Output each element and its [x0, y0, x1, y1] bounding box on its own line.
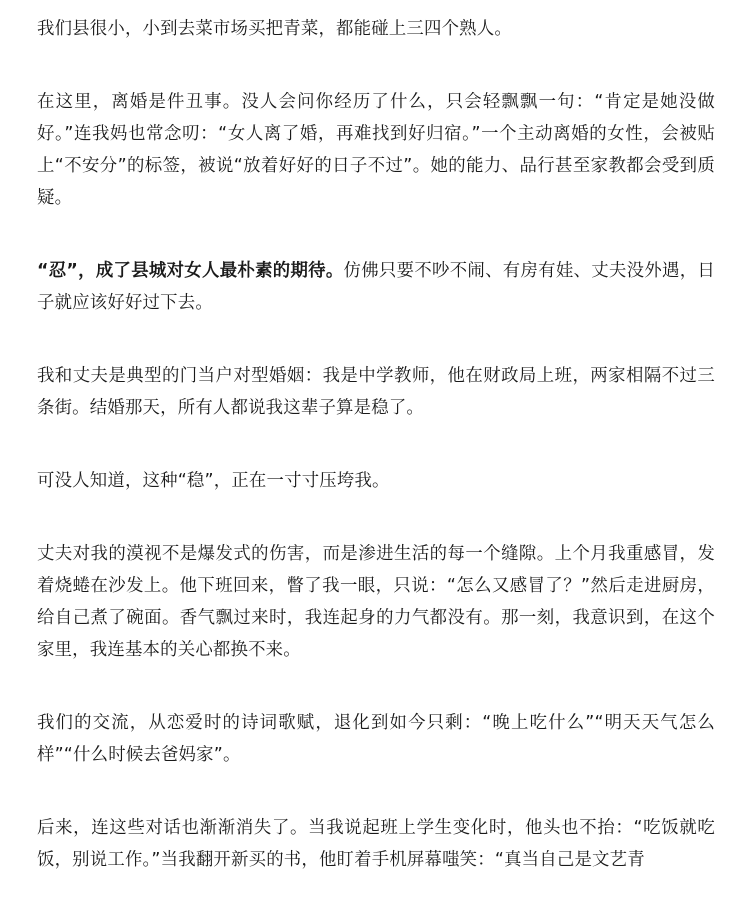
- article-body: [37, 13, 715, 917]
- paragraph-8: 后来，连这些对话也渐渐消失了。当我说起班上学生变化时，他头也不抬：“吃饭就吃饭，别说工作。”当我翻开新买的书，他盯着手机屏幕嗤笑：“真当自己是文艺青: [37, 818, 715, 870]
- paragraph-1: 我们县很小，小到去菜市场买把青菜，都能碰上三四个熟人。: [37, 19, 512, 39]
- paragraph-3-text: 仿佛只要不吵不闹、有房有娃、丈夫没外遇，日子就应该好好过下去。: [37, 261, 715, 313]
- paragraph-3-bold-lead: “忍”，成了县城对女人最朴素的期待。: [37, 261, 344, 281]
- paragraph-2: 在这里，离婚是件丑事。没人会问你经历了什么，只会轻飘飘一句：“肯定是她没做好。”连我妈也常念叨：“女人离了婚，再难找到好归宿。”一个主动离婚的女性，会被贴上“不安分”的标签，被说“放着好好的日子不过”。她的能力、品行甚至家教都会受到质疑。: [37, 92, 715, 208]
- paragraph-3: [37, 255, 715, 319]
- paragraph-5: 可没人知道，这种“稳”，正在一寸寸压垮我。: [37, 471, 390, 491]
- paragraph-4: 我和丈夫是典型的门当户对型婚姻：我是中学教师，他在财政局上班，两家相隔不过三条街。结婚那天，所有人都说我这辈子算是稳了。: [37, 366, 715, 418]
- paragraph-6: 丈夫对我的漠视不是爆发式的伤害，而是渗进生活的每一个缝隙。上个月我重感冒，发着烧蜷在沙发上。他下班回来，瞥了我一眼，只说：“怎么又感冒了？”然后走进厨房，给自己煮了碗面。香气飘过来时，我连起身的力气都没有。那一刻，我意识到，在这个家里，我连基本的关心都换不来。: [37, 544, 715, 660]
- paragraph-7: 我们的交流，从恋爱时的诗词歌赋，退化到如今只剩：“晚上吃什么”“明天天气怎么样”“什么时候去爸妈家”。: [37, 713, 715, 765]
